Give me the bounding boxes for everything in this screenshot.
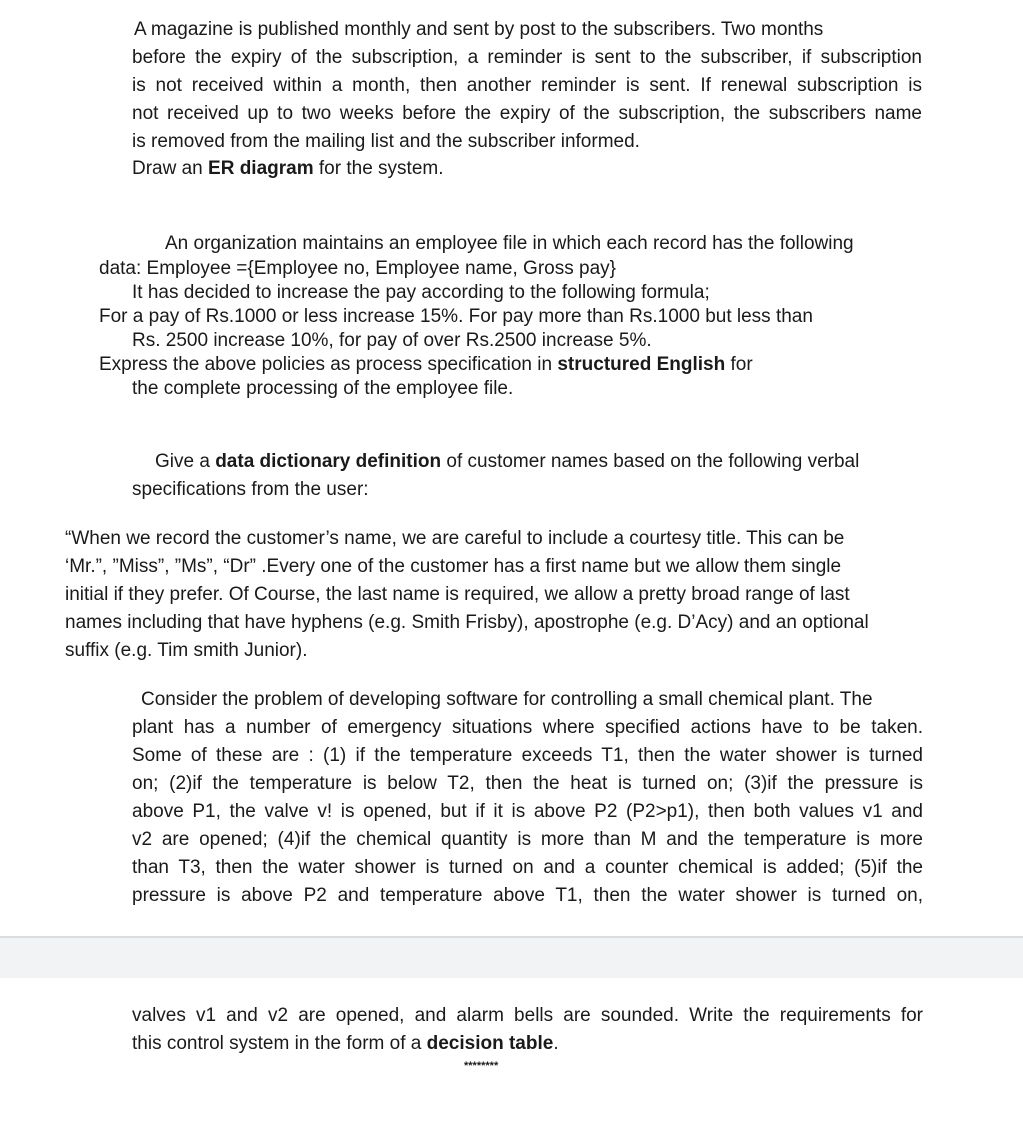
q1-line: is not received within a month, then another reminder is sent. If renewal subscription is	[132, 75, 922, 96]
q4-line: than T3, then the water shower is turned on and a counter chemical is added; (5)if the	[132, 857, 923, 878]
q3-line: specifications from the user:	[132, 479, 369, 500]
q1-line: not received up to two weeks before the expiry of the subscription, the subscribers name	[132, 103, 922, 124]
q4-cont-line: this control system in the form of a decision table.	[132, 1033, 559, 1054]
q4-line: Consider the problem of developing software for controlling a small chemical plant. The	[141, 689, 873, 710]
q2-line: An organization maintains an employee file in which each record has the following	[165, 233, 854, 254]
q2-line: the complete processing of the employee file.	[132, 378, 514, 399]
q1-line: A magazine is published monthly and sent by post to the subscribers. Two months	[134, 19, 824, 40]
q3-quote-line: initial if they prefer. Of Course, the last name is required, we allow a pretty broad range of last	[65, 584, 850, 605]
q4-cont-line: valves v1 and v2 are opened, and alarm bells are sounded. Write the requirements for	[132, 1005, 923, 1026]
q1-line: before the expiry of the subscription, a reminder is sent to the subscriber, if subscription	[132, 47, 922, 68]
q4-line: plant has a number of emergency situations where specified actions have to be taken.	[132, 717, 923, 738]
q3-quote-line: names including that have hyphens (e.g. Smith Frisby), apostrophe (e.g. D’Acy) and an optional	[65, 612, 869, 633]
q4-line: on; (2)if the temperature is below T2, then the heat is turned on; (3)if the pressure is	[132, 773, 923, 794]
q4-line: Some of these are : (1) if the temperature exceeds T1, then the water shower is turned	[132, 745, 923, 766]
q3-line: Give a data dictionary definition of customer names based on the following verbal	[155, 451, 860, 472]
q4-line: above P1, the valve v! is opened, but if it is above P2 (P2>p1), then both values v1 and	[132, 801, 923, 822]
q2-line: It has decided to increase the pay according to the following formula;	[132, 282, 710, 303]
q3-quote-line: suffix (e.g. Tim smith Junior).	[65, 640, 308, 661]
q4-line: v2 are opened; (4)if the chemical quantity is more than M and the temperature is more	[132, 829, 923, 850]
q4-line: pressure is above P2 and temperature above T1, then the water shower is turned on,	[132, 885, 923, 906]
q3-quote-line: “When we record the customer’s name, we are careful to include a courtesy title. This can be	[65, 528, 845, 549]
q2-line: data: Employee ={Employee no, Employee name, Gross pay}	[99, 258, 616, 279]
q2-line: Rs. 2500 increase 10%, for pay of over Rs.2500 increase 5%.	[132, 330, 652, 351]
q2-line: Express the above policies as process specification in structured English for	[99, 354, 753, 375]
page-break	[0, 936, 1023, 978]
q3-quote-line: ‘Mr.”, ”Miss”, ”Ms”, “Dr” .Every one of the customer has a first name but we allow them single	[65, 556, 842, 577]
q1-line: is removed from the mailing list and the subscriber informed.	[132, 131, 640, 152]
q2-line: For a pay of Rs.1000 or less increase 15%. For pay more than Rs.1000 but less than	[99, 306, 813, 327]
end-marker: ********	[464, 1060, 499, 1072]
q1-prompt: Draw an ER diagram for the system.	[132, 158, 444, 179]
